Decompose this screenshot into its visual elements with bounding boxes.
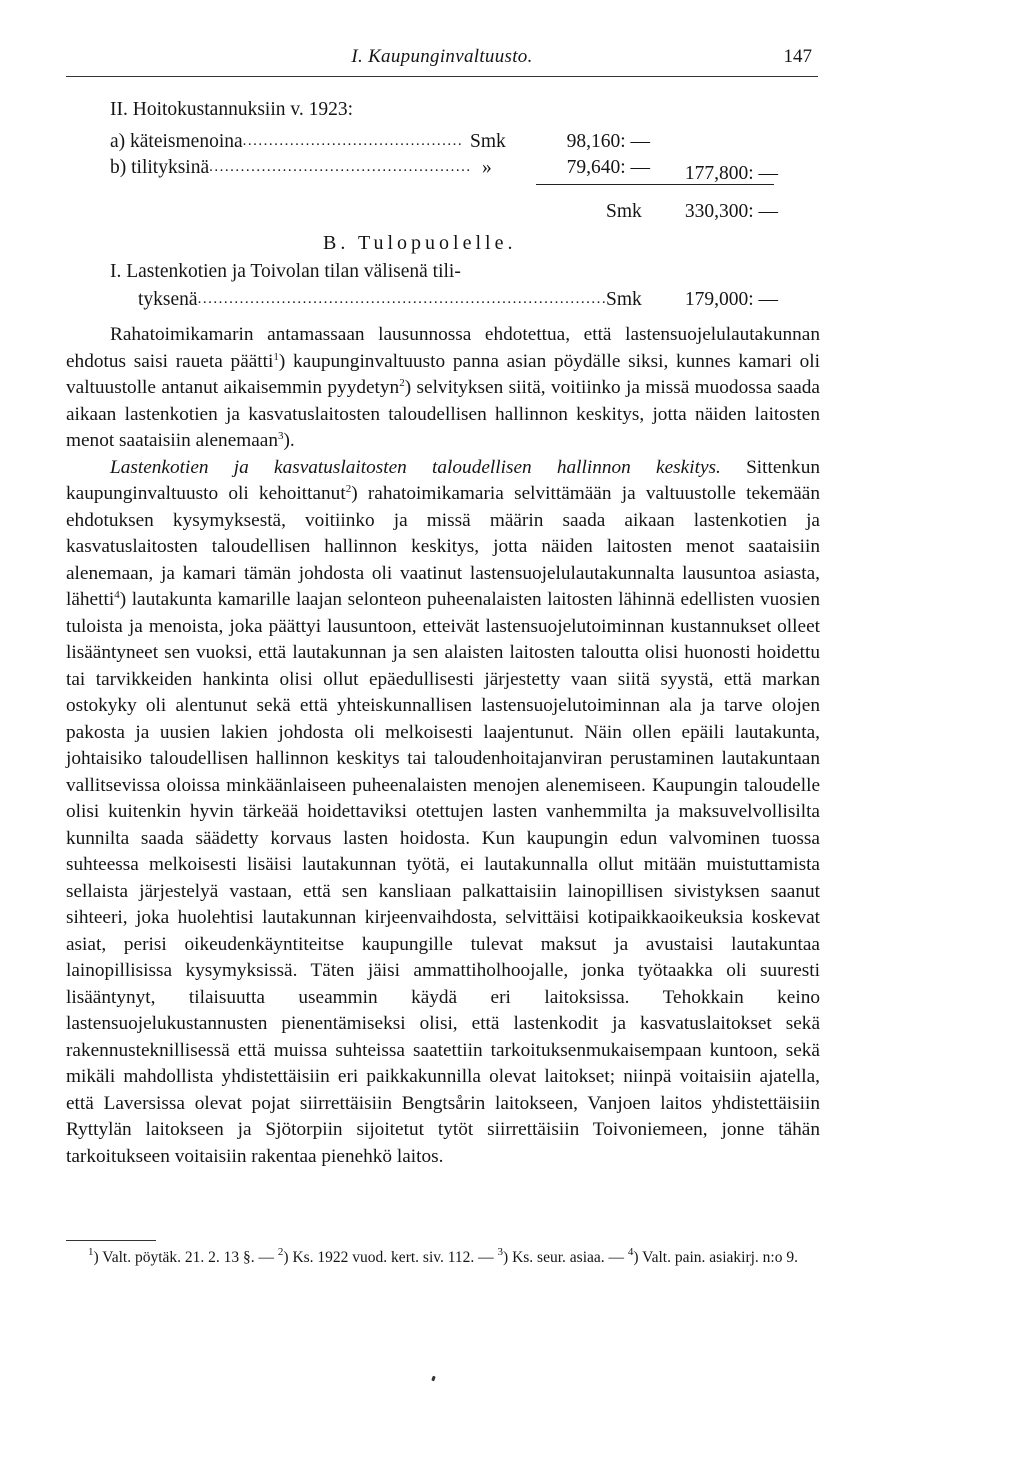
section-b-item-line1: I. Lastenkotien ja Toivolan tilan välisenä tili-	[110, 261, 461, 282]
dot-leader: ..............................................................................	[197, 291, 608, 307]
footnote-ref: 2	[345, 483, 352, 495]
paragraph-2-text: ) lautakunta kamarille laajan selonteon puheenalaisten laitosten lähinnä edellisten vuosien tuloista ja menoista, joka päättyi lausuntoon, etteivät lastensuojelutoiminnan kustannukset olleet lisääntyneet sen vuoksi, että lautakunnan ja sen alaisten laitosten taloutta olisi huonosti hoidettu tai tarvikkeiden hankinta olisi ollut epäedullisesti järjestetty vaan siitä syystä, että markan ostokyky oli alentunut sekä että yhteiskunnallisen lastensuojelutoiminnan ala ja tarve olojen pakosta ja uusien lakien johdosta oli melkoisesti laajentunut. Näin ollen epäili lautakunta, johtaisiko taloudellisen hallinnon keskitys tai taloudenhoitajanviran perustaminen lautakuntaan vallitsevissa oloissa minkäänlaiseen puheenalaisten menojen alenemiseen. Kaupungin taloudelle olisi kuitenkin hyvin tärkeää hoidettaviksi otettujen lasten vanhemmilta ja maksuvelvollisilta kunnilta saada säädetty korvaus lasten hoidosta. Kun kaupungin edun valvominen tuossa suhteessa melkoisesti lisäisi lautakunnan työtä, ei lautakunnalla ollut mitään muistuttamista sellaista järjestelyä vastaan, että sen kansliaan palkattaisiin lainopillisen sivistyksen saanut sihteeri, joka huolehtisi lautakunnan kirjeenvaihdosta, selvittäisi kotipaikkaoikeuksia koskevat asiat, perisi oikeudenkäyntiteitse kaupungille tulevat maksut ja avustaisi lautakuntaa lainopillisissa kysymyksissä. Täten jäisi ammattiholhoojalle, jonka työtaakka oli suuresti lisääntynyt, tilaisuutta useammin käydä eri laitoksissa. Tehokkain keino lastensuojelukustannusten pienentämiseksi olisi, että lastenkodit ja kasvatuslaitokset sekä rakennusteknillisessä että muissa suhteissa saatettiin tarkoituksenmukaisempaan kuntoon, sekä mikäli mahdollista yhdistettäisiin eri paikkakunnilla olevat laitokset; niinpä voitaisiin ajatella, että Laversissa olevat pojat siirrettäisiin Bengtsårin laitokseen, Vanjoen laitos yhdistettäisiin Ryttylän laitokseen ja Sjötorpiin sijoitetut tytöt siirrettäisiin Toivoniemeen, jonne tähän tarkoitukseen voitaisiin rakentaa pienehkö laitos.	[66, 589, 820, 1167]
costs-total: 330,300: —	[684, 201, 778, 222]
paragraph-2-text: Sittenkun kaupunginvaltuusto oli kehoittanut	[66, 456, 820, 504]
costs-row-a-label	[110, 128, 464, 155]
section-b-heading: B. Tulopuolelle.	[323, 232, 517, 254]
costs-total-currency: Smk	[606, 201, 642, 222]
footnotes	[66, 1247, 826, 1269]
footnote-4: ) Valt. pain. asiakirj. n:o 9.	[633, 1249, 798, 1266]
section-b-item	[66, 258, 826, 314]
paragraph-1-text: ) kaupunginvaltuusto panna asian pöydälle siksi, kunnes kamari oli valtuustolle antanut aikaisemmin pyydetyn	[66, 350, 821, 398]
paragraph-1-text: ).	[283, 430, 295, 451]
footnote-rule	[66, 1240, 156, 1241]
section-b-item-amount: 179,000: —	[684, 289, 778, 310]
sum-rule	[536, 184, 774, 185]
footnote-3: ) Ks. seur. asiaa. —	[503, 1249, 628, 1266]
footnote-1: ) Valt. pöytäk. 21. 2. 13 §. —	[93, 1249, 278, 1266]
paragraph-1-text: ) selvityksen siitä, voitiinko ja missä muodossa saada aikaan lastenkotien ja kasvatuslaitosten taloudellisen hallinnon keskitys, jotta näiden laitosten menot saataisiin alenemaan	[66, 377, 820, 451]
costs-row-b-currency: »	[482, 157, 492, 178]
paragraph-1	[66, 322, 820, 455]
footnote-2: ) Ks. 1922 vuod. kert. siv. 112. —	[283, 1249, 498, 1266]
footnote-list	[66, 1247, 826, 1269]
footnote-mark: 2	[277, 1246, 284, 1258]
costs-row-b-amount: 79,640: —	[566, 157, 650, 178]
footnote-ref: 3	[278, 430, 284, 442]
costs-heading: II. Hoitokustannuksiin v. 1923:	[110, 99, 354, 120]
footnote-ref: 2	[399, 377, 405, 389]
body-text	[66, 322, 820, 1170]
paragraph-1-text: Rahatoimikamarin antamassaan lausunnossa ehdotettua, että lastensuojelulautakunnan ehdotus saisi raueta päätti	[66, 324, 820, 372]
header-rule	[66, 76, 818, 77]
costs-row-a-text: a) käteismenoina	[110, 131, 243, 152]
dot-leader: ..........................................	[242, 133, 464, 149]
running-title: I. Kaupunginvaltuusto.	[351, 46, 533, 67]
costs-row-a-amount: 98,160: —	[566, 131, 650, 152]
running-header	[66, 46, 818, 76]
costs-row-b-label	[110, 154, 472, 181]
costs-row-b-text: b) tilityksinä	[110, 157, 210, 178]
footnote-mark: 4	[627, 1246, 634, 1258]
section-b-item-text: tyksenä	[138, 289, 198, 310]
footnote-ref: 1	[273, 350, 279, 363]
costs-row-a-currency: Smk	[470, 131, 506, 152]
paragraph-2-text: ) rahatoimikamaria selvittämään ja valtuustolle tekemään ehdotuksen kysymyksestä, voitiinko ja missä määrin saada aikaan lastenkotien ja kasvatuslaitosten taloudellisen hallinnon keskitys, jotta näiden laitosten menot saataisiin alenemaan, ja kamari tämän johdosta oli vaatinut lastensuojelulautakunnalta lausuntoa asiasta, lähetti	[66, 483, 820, 610]
footnote-mark: 3	[497, 1246, 504, 1258]
page-number: 147	[783, 46, 812, 67]
paragraph-2-heading: Lastenkotien ja kasvatuslaitosten taloudellisen hallinnon keskitys.	[110, 456, 721, 478]
paragraph-2	[66, 455, 820, 1171]
dot-leader: ..................................................	[209, 159, 472, 175]
footnote-mark: 1	[88, 1246, 94, 1258]
section-b-item-line2	[138, 286, 608, 313]
section-b-item-currency: Smk	[606, 289, 642, 310]
print-speck	[431, 1376, 436, 1382]
costs-subtotal: 177,800: —	[684, 163, 778, 184]
footnote-ref: 4	[114, 589, 120, 601]
